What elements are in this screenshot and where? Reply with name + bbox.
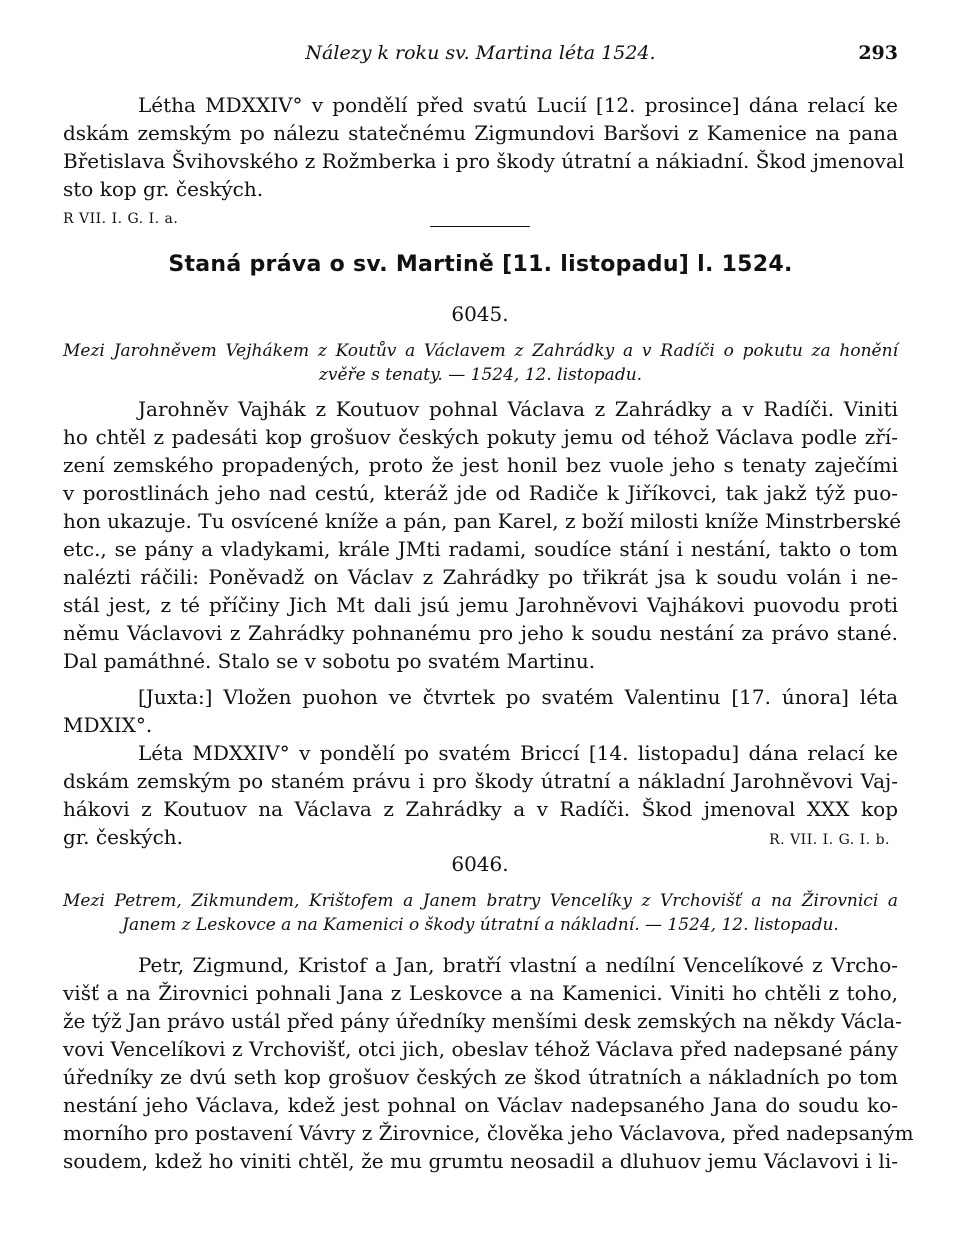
summary-line: Janem z Leskovce a na Kamenici o škody útratní a nákladní. — 1524, 12. listopadu. xyxy=(122,915,839,935)
body-line: etc., se pány a vladykami, krále JMti radami, soudíce stání i nestání, takto o tom xyxy=(63,537,898,561)
archive-reference: R. VII. I. G. I. b. xyxy=(769,832,890,848)
page-header xyxy=(63,38,898,68)
body-line: stál jest, z té příčiny Jich Mt dali jsú jemu Jarohněvovi Vajhákovi puovodu proti xyxy=(63,593,898,617)
body-line: Dal památhné. Stalo se v sobotu po svatém Martinu. xyxy=(63,649,596,673)
body-line: morního pro postavení Vávry z Žirovnice, člověka jeho Václavova, před nadepsaným xyxy=(63,1121,914,1145)
body-line: višť a na Žirovnici pohnali Jana z Leskovce a na Kamenici. Viniti ho chtěli z toho, xyxy=(63,981,898,1005)
body-line: úředníky ze dvú seth kop grošuov českých ze škod útratních a nákladních po tom xyxy=(63,1065,898,1089)
document-number: 6045. xyxy=(451,302,509,326)
intro-line: Létha MDXXIV° v pondělí před svatú Lucií [12. prosince] dána relací ke xyxy=(138,93,898,117)
intro-line: Břetislava Švihovského z Rožmberka i pro škody útratní a nákiadní. Škod jmenoval xyxy=(63,149,905,173)
body-line: zení zemského propadených, proto že jest honil bez vuole jeho s tenaty zaječími xyxy=(63,453,898,477)
relace-line: hákovi z Koutuov na Václava z Zahrádky a v Radíči. Škod jmenoval XXX kop xyxy=(63,797,898,821)
body-line: němu Václavovi z Zahrádky pohnanému pro jeho k soudu nestání za právo stané. xyxy=(63,621,898,645)
document-number: 6046. xyxy=(451,852,509,876)
juxta-line: MDXIX°. xyxy=(63,713,153,737)
body-line: že týž Jan právo ustál před pány úředníky menšími desk zemských na někdy Václa- xyxy=(63,1009,902,1033)
separator-rule xyxy=(430,226,530,227)
archive-reference: R VII. I. G. I. a. xyxy=(63,211,179,227)
body-line: Petr, Zigmund, Kristof a Jan, bratří vlastní a nedílní Vencelíkové z Vrcho- xyxy=(138,953,898,977)
body-line: soudem, kdež ho viniti chtěl, že mu grumtu neosadil a dluhuov jemu Václavovi i li- xyxy=(63,1149,898,1173)
summary-line: zvěře s tenaty. — 1524, 12. listopadu. xyxy=(318,365,643,385)
body-line: hon ukazuje. Tu osvícené kníže a pán, pan Karel, z boží milosti kníže Minstrberské xyxy=(63,509,902,533)
relace-line: dskám zemským po staném právu i pro škody útratní a nákladní Jarohněvovi Vaj- xyxy=(63,769,898,793)
juxta-line: [Juxta:] Vložen puohon ve čtvrtek po svatém Valentinu [17. února] léta xyxy=(138,685,898,709)
page-number: 293 xyxy=(858,42,898,64)
intro-line: dskám zemským po nálezu statečnému Zigmundovi Baršovi z Kamenice na pana xyxy=(63,121,898,145)
summary-line: Mezi Petrem, Zikmundem, Krištofem a Janem bratry Vencelíky z Vrchovišť a na Žirovnici a xyxy=(63,891,898,911)
relace-line: Léta MDXXIV° v pondělí po svatém Briccí [14. listopadu] dána relací ke xyxy=(138,741,898,765)
body-line: nalézti ráčili: Poněvadž on Václav z Zahrádky po třikrát jsa k soudu volán i ne- xyxy=(63,565,898,589)
body-line: Jarohněv Vajhák z Koutuov pohnal Václava z Zahrádky a v Radíči. Viniti xyxy=(138,397,898,421)
body-line: vovi Vencelíkovi z Vrchovišť, otci jich, obeslav téhož Václava před nadepsané pány xyxy=(63,1037,898,1061)
running-title: Nálezy k roku sv. Martina léta 1524. xyxy=(305,42,656,64)
relace-line: gr. českých. xyxy=(63,825,184,849)
body-line: v porostlinách jeho nad cestú, kteráž jde od Radiče k Jiříkovci, tak jakž týž puo- xyxy=(63,481,898,505)
summary-line: Mezi Jarohněvem Vejhákem z Koutův a Václavem z Zahrádky a v Radíči o pokutu za honění xyxy=(63,341,898,361)
intro-line: sto kop gr. českých. xyxy=(63,177,264,201)
body-line: nestání jeho Václava, kdež jest pohnal on Václav nadepsaného Jana do soudu ko- xyxy=(63,1093,898,1117)
body-line: ho chtěl z padesáti kop grošuov českých pokuty jemu od téhož Václava podle zří- xyxy=(63,425,898,449)
section-heading: Staná práva o sv. Martině [11. listopadu] l. 1524. xyxy=(168,252,793,277)
